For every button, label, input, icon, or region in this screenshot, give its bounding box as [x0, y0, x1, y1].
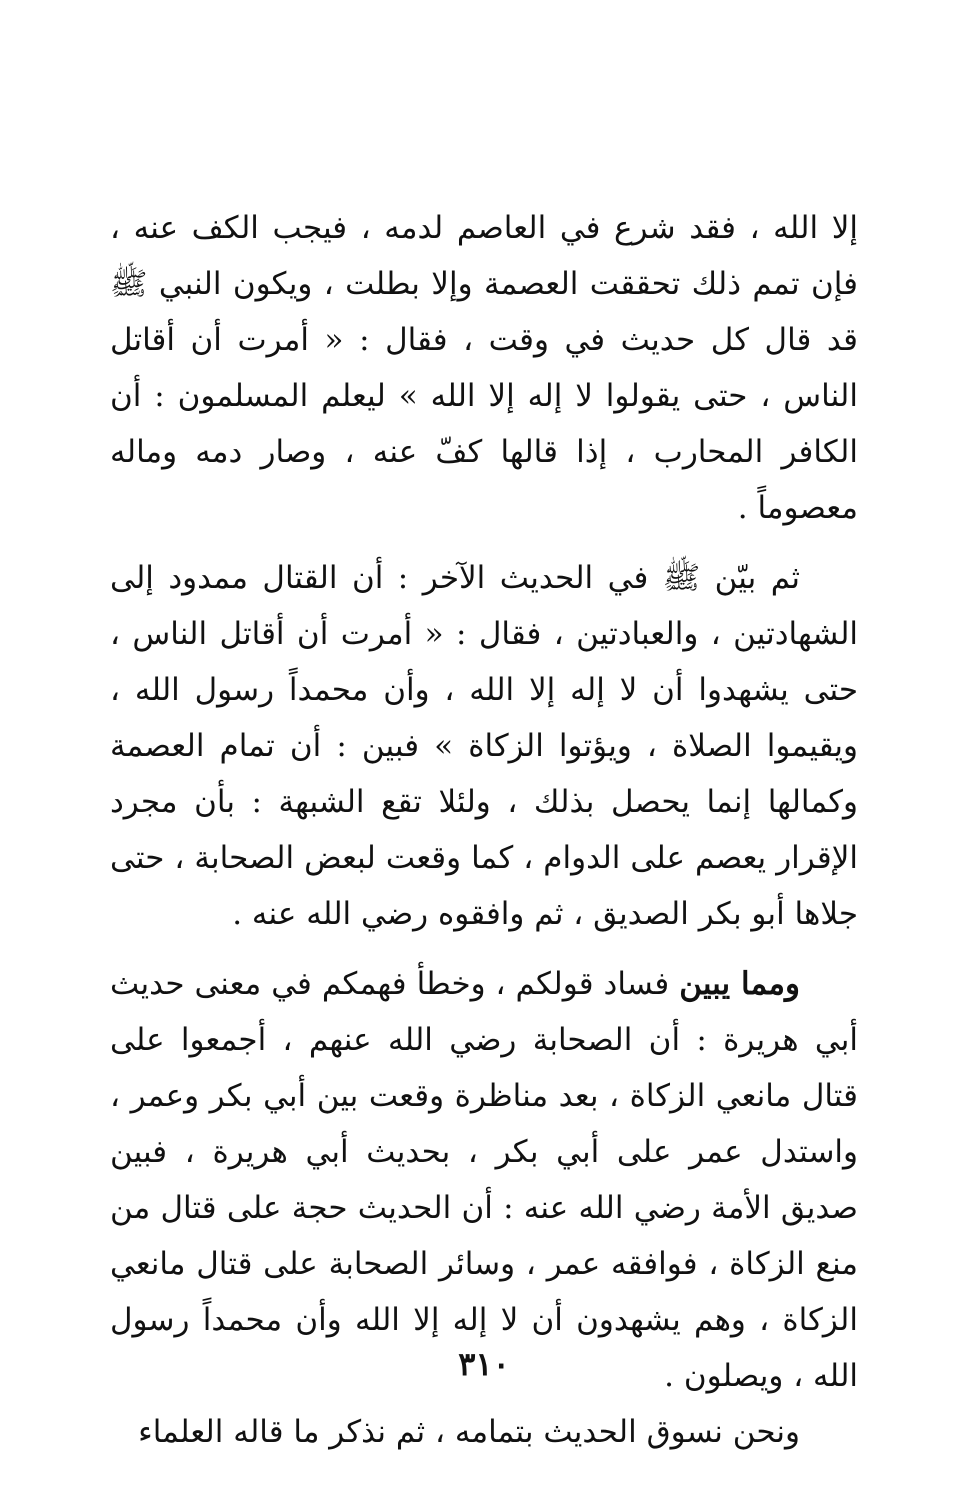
paragraph-2-text: ثم بيّن ﷺ في الحديث الآخر : أن القتال ممدود إلى الشهادتين ، والعبادتين ، فقال : « أمرت أن أقاتل الناس ، حتى يشهدوا أن لا إله إلا الله ، وأن محمداً رسول الله ، ويقيموا الصلاة ، ويؤتوا الزكاة » فبين : أن تمام العصمة وكمالها إنما يحصل بذلك ، ولئلا تقع الشبهة : بأن مجرد الإقرار يعصم على الدوام ، كما وقعت لبعض الصحابة ، حتى جلاها أبو بكر الصديق ، ثم وافقوه رضي الله عنه . [110, 560, 858, 932]
paragraph-1-text: إلا الله ، فقد شرع في العاصم لدمه ، فيجب الكف عنه ، فإن تمم ذلك تحققت العصمة وإلا بطلت ، ويكون النبي ﷺ قد قال كل حديث في وقت ، فقال : « أمرت أن أقاتل الناس ، حتى يقولوا لا إله إلا الله » ليعلم المسلمون : أن الكافر المحارب ، إذا قالها كفّ عنه ، وصار دمه وماله معصوماً . [110, 210, 858, 526]
paragraph-2 [110, 550, 858, 942]
paragraph-3 [110, 956, 858, 1404]
main-text [110, 200, 858, 1460]
paragraph-4 [110, 1404, 858, 1460]
paragraph-1 [110, 200, 858, 536]
paragraph-4-text: ونحن نسوق الحديث بتمامه ، ثم نذكر ما قاله العلماء [138, 1414, 800, 1450]
paragraph-3-bold-lead: ومما يبين [679, 966, 801, 1002]
paragraph-3-text: فساد قولكم ، وخطأ فهمكم في معنى حديث أبي هريرة : أن الصحابة رضي الله عنهم ، أجمعوا على قتال مانعي الزكاة ، بعد مناظرة وقعت بين أبي بكر وعمر ، واستدل عمر على أبي بكر ، بحديث أبي هريرة ، فبين صديق الأمة رضي الله عنه : أن الحديث حجة على قتال من منع الزكاة ، فوافقه عمر ، وسائر الصحابة على قتال مانعي الزكاة ، وهم يشهدون أن لا إله إلا الله وأن محمداً رسول الله ، ويصلون . [110, 966, 858, 1394]
page-number: ٣١٠ [458, 1345, 510, 1383]
